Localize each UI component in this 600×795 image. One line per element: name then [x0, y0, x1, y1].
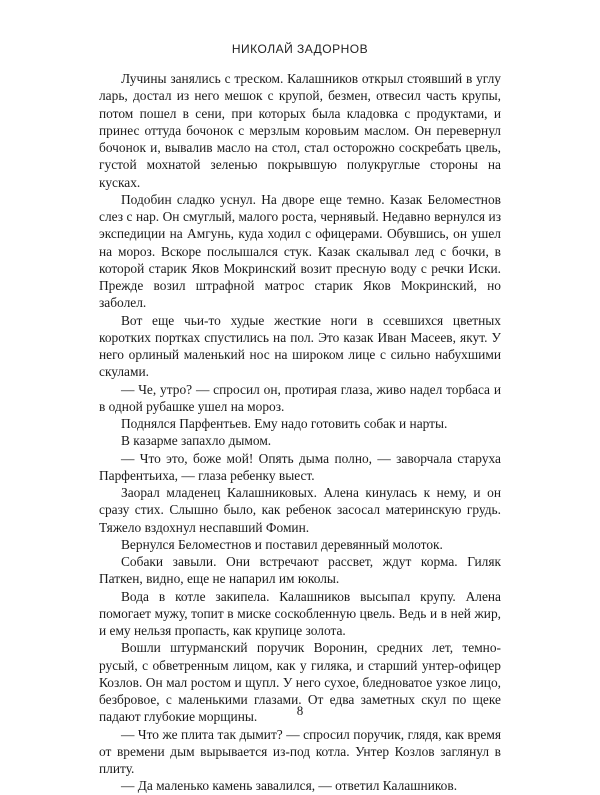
paragraph: Вернулся Беломестнов и поставил деревянный молоток.: [121, 536, 443, 552]
paragraph: Заорал младенец Калашниковых. Алена кинулась к нему, и он сразу стих. Слышно было, как ребенок засосал материнскую грудь. Тяжело вздохнул неспавший Фомин.: [99, 485, 501, 535]
paragraph: Вода в котле закипела. Калашников высыпал крупу. Алена помогает мужу, топит в миске соскобленную цвель. Ведь и в ней жир, и ему нельзя пропасть, как крупице золота.: [99, 588, 501, 638]
paragraph: — Че, утро? — спросил он, протирая глаза, живо надел торбаса и в одной рубашке ушел на мороз.: [99, 381, 501, 414]
paragraph: Вот еще чьи-то худые жесткие ноги в ссевшихся цветных коротких портках спустились на пол. Это казак Иван Масеев, якут. У него орлиный маленький нос на широком лице с сильно набухшими скулами.: [99, 312, 501, 380]
paragraph: — Что же плита так дымит? — спросил поручик, глядя, как время от времени дым вырывается из-под котла. Унтер Козлов заглянул в плиту.: [99, 726, 501, 776]
paragraph: Вошли штурманский поручик Воронин, средних лет, темно-русый, с обветренным лицом, как у гиляка, и старший унтер-офицер Козлов. Он мал ростом и щупл. У него сухое, бледноватое узкое лицо, безбровое, с маленькими глазами. От едва заметных скул по щеке падают глубокие морщины.: [99, 640, 501, 725]
body-text: [99, 70, 501, 795]
paragraph: Лучины занялись с треском. Калашников открыл стоявший в углу ларь, достал из него мешок с крупой, безмен, отвесил часть крупы, потом пошел в сени, при которых была кладовка с продуктами, и принес оттуда бочонок с мерзлым коровьим маслом. Он перевернул бочонок и, вывалив масло на стол, стал осторожно соскребать цвель, густой мохнатой зеленью покрывшую полукруглые стороны на кусках.: [99, 71, 501, 190]
paragraph: Подобин сладко уснул. На дворе еще темно. Казак Беломестнов слез с нар. Он смуглый, малого роста, чернявый. Недавно вернулся из экспедиции на Амгунь, куда ходил с офицерами. Обувшись, он ушел на мороз. Вскоре послышался стук. Казак скалывал лед с бочки, в которой старик Яков Мокринский возит пресную воду с речки Иски. Прежде возил штрафной матрос старик Яков Мокринский, но заболел.: [99, 191, 501, 311]
paragraph: Поднялся Парфентьев. Ему надо готовить собак и нарты.: [121, 416, 448, 431]
paragraph: Собаки завыли. Они встречают рассвет, ждут корма. Гиляк Паткен, видно, еще не напарил им юколы.: [99, 554, 501, 587]
running-header: НИКОЛАЙ ЗАДОРНОВ: [231, 42, 369, 56]
paragraph: — Что это, боже мой! Опять дыма полно, — заворчала старуха Парфентьиха, — глаза ребенку выест.: [99, 450, 501, 483]
page-number: 8: [296, 703, 304, 718]
paragraph: В казарме запахло дымом.: [121, 433, 272, 449]
paragraph: — Да маленько камень завалился, — ответил Калашников.: [121, 778, 458, 794]
